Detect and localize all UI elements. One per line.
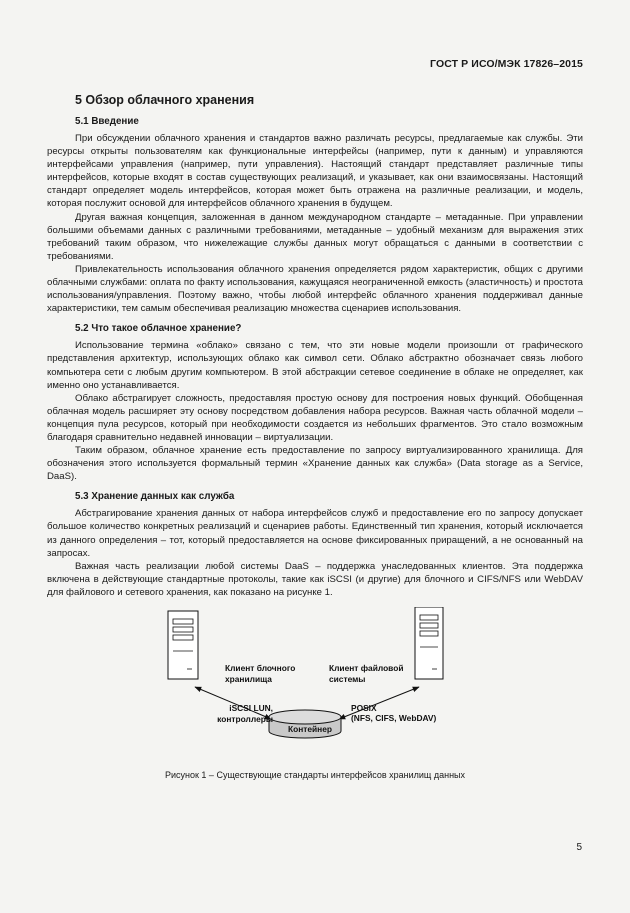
paragraph: Важная часть реализации любой системы DaaS – поддержка унаследованных клиентов. Эта поддержка включена в действующие стандартные протоколы, такие как iSCSI (и другие) для блочного и CIFS/NFS или WebDAV для файлового и сетевого хранения, как показано на рисунке 1. [47, 560, 583, 598]
page-content [47, 92, 583, 782]
server-tower-icon-left [168, 611, 198, 679]
subsection-title-5-2: 5.2 Что такое облачное хранение? [75, 323, 242, 335]
subsection-title-5-3: 5.3 Хранение данных как служба [75, 491, 235, 503]
figure-diagram [47, 607, 583, 767]
server-tower-icon-right [415, 607, 443, 679]
container-label: Контейнер [287, 724, 333, 734]
block-client-label: Клиент блочного хранилища [225, 663, 296, 684]
file-client-label: Клиент файловой системы [329, 663, 404, 684]
page-number: 5 [576, 842, 582, 853]
section-title: 5 Обзор облачного хранения [75, 93, 255, 107]
left-protocol-label: iSCSI LUN, контроллеры [217, 703, 273, 724]
paragraph: Облако абстрагирует сложность, предоставляя простую основу для построения новых функций. Обобщенная облачная модель расширяет эту основу посредством добавления набора ресурсов. Важная часть облачной модели – концепция пула ресурсов, который при необходимости создается из небольших фрагментов. Это стало возможным благодаря сравнительно недавней инновации – виртуализации. [47, 392, 583, 443]
figure-1 [47, 607, 583, 767]
right-protocol-label-2: (NFS, CIFS, WebDAV) [351, 713, 437, 723]
paragraph: Другая важная концепция, заложенная в данном международном стандарте – метаданные. При управлении большими объемами данных с различными требованиями, метаданные – удобный механизм для выражения этих требований таким образом, что нижележащие службы данных могут обращаться с данными в соответствии с требованиями. [47, 211, 583, 262]
figure-caption: Рисунок 1 – Существующие стандарты интерфейсов хранилищ данных [164, 770, 466, 780]
standard-header: ГОСТ Р ИСО/МЭК 17826–2015 [430, 58, 583, 70]
subsection-title-5-1: 5.1 Введение [75, 116, 139, 127]
right-protocol-label-1: POSIX [351, 703, 377, 713]
paragraph: Привлекательность использования облачного хранения определяется рядом характеристик, общих с другими облачными службами: оплата по факту использования, кажущаяся неограниченной емкость (эластичность) и простота использования/управления. Поэтому важно, чтобы любой интерфейс облачного хранения поддерживал данные характеристики, тем самым обеспечивая реализацию множества сценариев использования. [47, 263, 583, 315]
paragraph: При обсуждении облачного хранения и стандартов важно различать ресурсы, предлагаемые как службы. Эти ресурсы открыты пользователям как функциональные интерфейсы (например, пути к данным) и управляются интерфейсами управления (например, пути управления). Настоящий стандарт представляет различные типы интерфейсов, которые входят в состав существующих реализаций, и указывает, как они взаимосвязаны. Настоящий стандарт определяет модель интерфейсов, которая может быть отражена на различные реализации, и модель, которая послужит основой для интерфейсов облачного хранения в будущем. [47, 133, 583, 210]
paragraph: Таким образом, облачное хранение есть предоставление по запросу виртуализированного хранилища. Для обозначения этого используется формальный термин «Хранение данных как служба» (Data storage as a Service, DaaS). [47, 445, 583, 483]
paragraph: Использование термина «облако» связано с тем, что эти новые модели произошли от графического представления архитектур, использующих облако как символ сети. Облако абстрактно обозначает связь любого компьютера сети с любым другим компьютером. В этой абстракции сетевое соединение в облаке не определяет, как именно оно устанавливается. [47, 340, 583, 391]
paragraph: Абстрагирование хранения данных от набора интерфейсов служб и предоставление его по запросу допускает большое количество конкретных реализаций и сценариев работы. Единственный тип хранения, который исключается из данного определения – тот, который предоставляется на основе фиксированных приращений, а не основанный на запросах. [47, 508, 583, 559]
